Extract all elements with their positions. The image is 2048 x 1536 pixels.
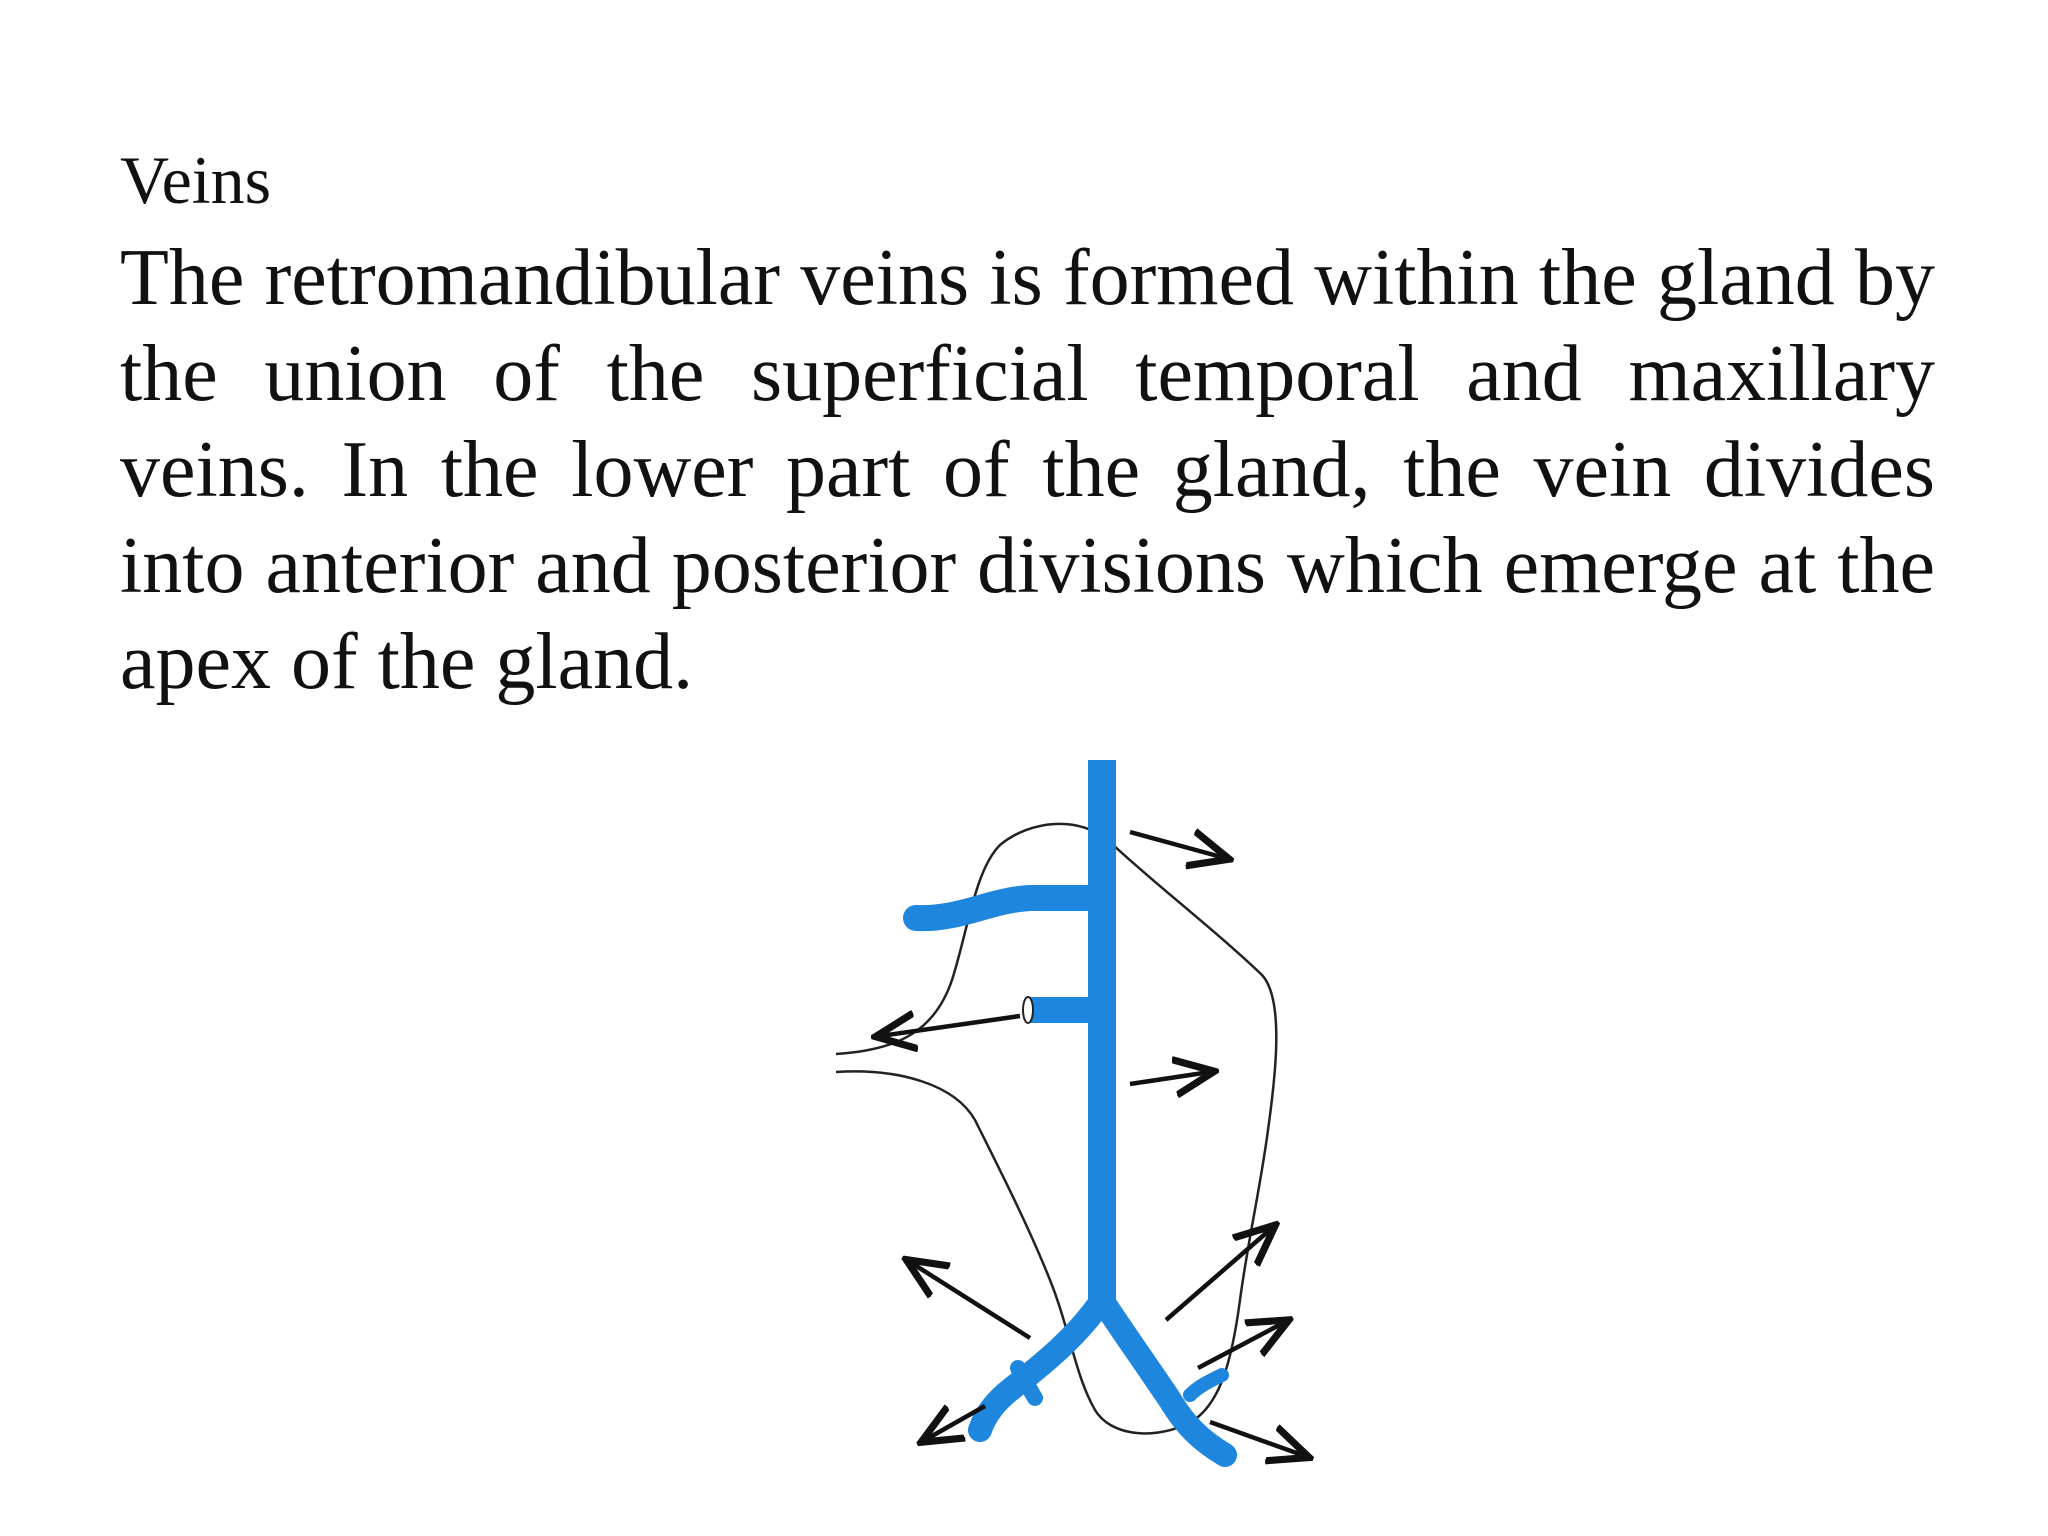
slide-heading: Veins xyxy=(120,142,272,218)
arrow xyxy=(1130,1072,1210,1084)
arrow xyxy=(910,1262,1030,1338)
vein-tree xyxy=(916,760,1225,1455)
arrow xyxy=(880,1016,1020,1036)
arrow xyxy=(1198,1322,1285,1368)
arrow xyxy=(1130,832,1225,858)
slide-body-text: The retromandibular veins is formed within the gland by the union of the superficial temporal and maxillary veins. In the lower part of the gland, the vein divides into anterior and posterior divisions which emerge at the apex of the gland. xyxy=(120,234,1935,706)
arrow xyxy=(1166,1228,1272,1320)
retromandibular-vein-diagram xyxy=(820,750,1340,1470)
superficial-temporal-vein xyxy=(916,898,1102,918)
